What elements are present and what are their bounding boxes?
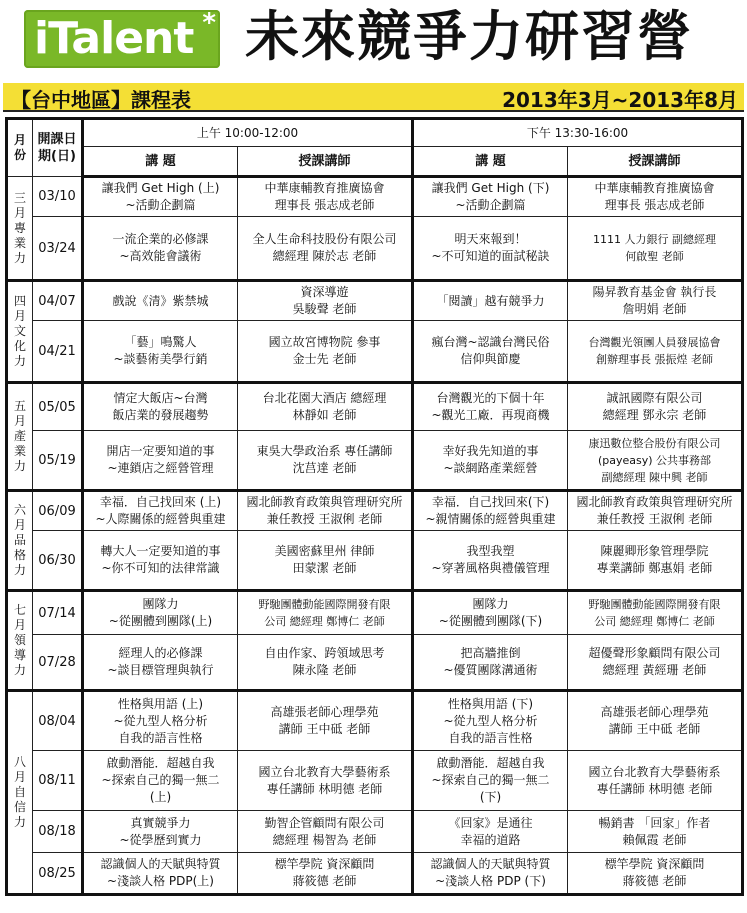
table-row <box>7 491 743 531</box>
header-month <box>7 119 33 177</box>
month-label: 五 月 產 業 力 <box>7 383 33 491</box>
table-row <box>7 531 743 591</box>
pm-topic: 讓我們 Get High (下) ~活動企劃篇 <box>413 177 568 217</box>
header-afternoon: 下午 13:30-16:00 <box>413 119 743 147</box>
month-label: 三 月 專 業 力 <box>7 177 33 281</box>
region-bar <box>3 83 744 112</box>
am-lecturer: 勤智企管顧問有限公司 總經理 楊智為 老師 <box>238 811 413 853</box>
table-row <box>7 383 743 431</box>
session-date: 05/05 <box>33 383 83 431</box>
session-date: 08/11 <box>33 751 83 811</box>
session-date: 08/25 <box>33 853 83 895</box>
header-pm-lecturer: 授課講師 <box>568 147 743 177</box>
logo-star: * <box>202 8 216 38</box>
table-row <box>7 853 743 895</box>
am-lecturer: 國立故宮博物院 參事 金士先 老師 <box>238 321 413 383</box>
pm-topic: 團隊力 ~從團體到團隊(下) <box>413 591 568 635</box>
month-label: 六 月 品 格 力 <box>7 491 33 591</box>
am-topic: 真實競爭力 ~從學歷到實力 <box>83 811 238 853</box>
am-topic: 開店一定要知道的事 ~連鎖店之經營管理 <box>83 431 238 491</box>
am-lecturer: 國立台北教育大學藝術系 專任講師 林明德 老師 <box>238 751 413 811</box>
session-date: 07/14 <box>33 591 83 635</box>
pm-lecturer: 野馳團體動能國際開發有限 公司 總經理 鄭博仁 老師 <box>568 591 743 635</box>
am-topic: 轉大人一定要知道的事 ~你不可知的法律常識 <box>83 531 238 591</box>
month-label: 七 月 領 導 力 <box>7 591 33 691</box>
pm-topic: 幸福．自己找回來(下) ~親情關係的經營與重建 <box>413 491 568 531</box>
table-row <box>7 751 743 811</box>
header-pm-topic: 講 題 <box>413 147 568 177</box>
table-row <box>7 217 743 281</box>
pm-lecturer: 陽昇教育基金會 執行長 詹明娟 老師 <box>568 281 743 321</box>
italent-logo <box>24 10 220 68</box>
pm-topic: 《回家》是通往 幸福的道路 <box>413 811 568 853</box>
pm-topic: 幸好我先知道的事 ~談網路產業經營 <box>413 431 568 491</box>
pm-topic: 「閱讀」越有競爭力 <box>413 281 568 321</box>
table-row <box>7 177 743 217</box>
am-topic: 幸福．自己找回來 (上) ~人際關係的經營與重建 <box>83 491 238 531</box>
session-date: 03/24 <box>33 217 83 281</box>
am-lecturer: 台北花園大酒店 總經理 林靜如 老師 <box>238 383 413 431</box>
table-row <box>7 635 743 691</box>
pm-lecturer: 國立台北教育大學藝術系 專任講師 林明德 老師 <box>568 751 743 811</box>
session-date: 06/09 <box>33 491 83 531</box>
header-month-text: 月份 <box>13 133 26 162</box>
am-lecturer: 標竿學院 資深顧問 蔣筱德 老師 <box>238 853 413 895</box>
am-lecturer: 中華康輔教育推廣協會 理事長 張志成老師 <box>238 177 413 217</box>
session-date: 07/28 <box>33 635 83 691</box>
am-topic: 團隊力 ~從團體到團隊(上) <box>83 591 238 635</box>
session-date: 05/19 <box>33 431 83 491</box>
pm-topic: 我型我塑 ~穿著風格與禮儀管理 <box>413 531 568 591</box>
header-open-date <box>33 119 83 177</box>
pm-lecturer: 康迅數位整合股份有限公司 (payeasy) 公共事務部 副總經理 陳中興 老師 <box>568 431 743 491</box>
session-date: 06/30 <box>33 531 83 591</box>
pm-lecturer: 國北師教育政策與管理研究所 兼任教授 王淑俐 老師 <box>568 491 743 531</box>
pm-lecturer: 誠訊國際有限公司 總經理 鄧永宗 老師 <box>568 383 743 431</box>
session-date: 08/04 <box>33 691 83 751</box>
table-row <box>7 321 743 383</box>
header-morning: 上午 10:00-12:00 <box>83 119 413 147</box>
am-lecturer: 全人生命科技股份有限公司 總經理 陳於志 老師 <box>238 217 413 281</box>
am-topic: 經理人的必修課 ~談目標管理與執行 <box>83 635 238 691</box>
session-date: 03/10 <box>33 177 83 217</box>
am-topic: 啟動潛能．超越自我 ~探索自己的獨一無二 (上) <box>83 751 238 811</box>
pm-topic: 瘋台灣~認識台灣民俗 信仰與節慶 <box>413 321 568 383</box>
pm-lecturer: 1111 人力銀行 副總經理 何啟聖 老師 <box>568 217 743 281</box>
date-range: 2013年3月~2013年8月 <box>502 88 738 112</box>
session-date: 04/07 <box>33 281 83 321</box>
month-label: 四 月 文 化 力 <box>7 281 33 383</box>
schedule-table <box>5 117 744 896</box>
am-lecturer: 資深導遊 吳駿聲 老師 <box>238 281 413 321</box>
pm-lecturer: 中華康輔教育推廣協會 理事長 張志成老師 <box>568 177 743 217</box>
am-lecturer: 東吳大學政治系 專任講師 沈莒達 老師 <box>238 431 413 491</box>
logo-text: iTalent <box>34 13 194 64</box>
am-topic: 性格與用語 (上) ~從九型人格分析 自我的語言性格 <box>83 691 238 751</box>
pm-topic: 認識個人的天賦與特質 ~淺談人格 PDP (下) <box>413 853 568 895</box>
header-open-date-text: 開課日期(日) <box>37 132 77 164</box>
am-topic: 認識個人的天賦與特質 ~淺談人格 PDP(上) <box>83 853 238 895</box>
pm-lecturer: 暢銷書 「回家」作者 賴佩霞 老師 <box>568 811 743 853</box>
pm-lecturer: 高雄張老師心理學苑 講師 王中砥 老師 <box>568 691 743 751</box>
pm-lecturer: 標竿學院 資深顧問 蔣筱德 老師 <box>568 853 743 895</box>
table-row <box>7 431 743 491</box>
table-row <box>7 591 743 635</box>
pm-topic: 台灣觀光的下個十年 ~觀光工廠．再現商機 <box>413 383 568 431</box>
page-title: 未來競爭力研習營 <box>245 5 693 68</box>
pm-topic: 明天來報到！ ~不可知道的面試秘訣 <box>413 217 568 281</box>
am-lecturer: 高雄張老師心理學苑 講師 王中砥 老師 <box>238 691 413 751</box>
session-date: 08/18 <box>33 811 83 853</box>
header-am-topic: 講 題 <box>83 147 238 177</box>
table-row <box>7 281 743 321</box>
am-topic: 「藝」鳴驚人 ~談藝術美學行銷 <box>83 321 238 383</box>
am-lecturer: 自由作家、跨領域思考 陳永隆 老師 <box>238 635 413 691</box>
region-label: 【台中地區】課程表 <box>11 88 191 112</box>
pm-topic: 啟動潛能．超越自我 ~探索自己的獨一無二 (下) <box>413 751 568 811</box>
am-topic: 戲說《清》紫禁城 <box>83 281 238 321</box>
am-lecturer: 國北師教育政策與管理研究所 兼任教授 王淑俐 老師 <box>238 491 413 531</box>
am-lecturer: 野馳團體動能國際開發有限 公司 總經理 鄭博仁 老師 <box>238 591 413 635</box>
pm-topic: 性格與用語 (下) ~從九型人格分析 自我的語言性格 <box>413 691 568 751</box>
pm-lecturer: 陳麗卿形象管理學院 專業講師 鄭惠娟 老師 <box>568 531 743 591</box>
pm-topic: 把高牆推倒 ~優質團隊溝通術 <box>413 635 568 691</box>
am-topic: 一流企業的必修課 ~高效能會議術 <box>83 217 238 281</box>
session-date: 04/21 <box>33 321 83 383</box>
am-topic: 讓我們 Get High (上) ~活動企劃篇 <box>83 177 238 217</box>
month-label: 八 月 自 信 力 <box>7 691 33 895</box>
pm-lecturer: 台灣觀光領團人員發展協會 創辦理事長 張振煌 老師 <box>568 321 743 383</box>
pm-lecturer: 超優聲形象顧問有限公司 總經理 黃經珊 老師 <box>568 635 743 691</box>
table-row <box>7 811 743 853</box>
am-lecturer: 美國密蘇里州 律師 田蒙潔 老師 <box>238 531 413 591</box>
schedule-body <box>7 177 743 895</box>
table-row <box>7 691 743 751</box>
am-topic: 情定大飯店~台灣 飯店業的發展趨勢 <box>83 383 238 431</box>
header-am-lecturer: 授課講師 <box>238 147 413 177</box>
